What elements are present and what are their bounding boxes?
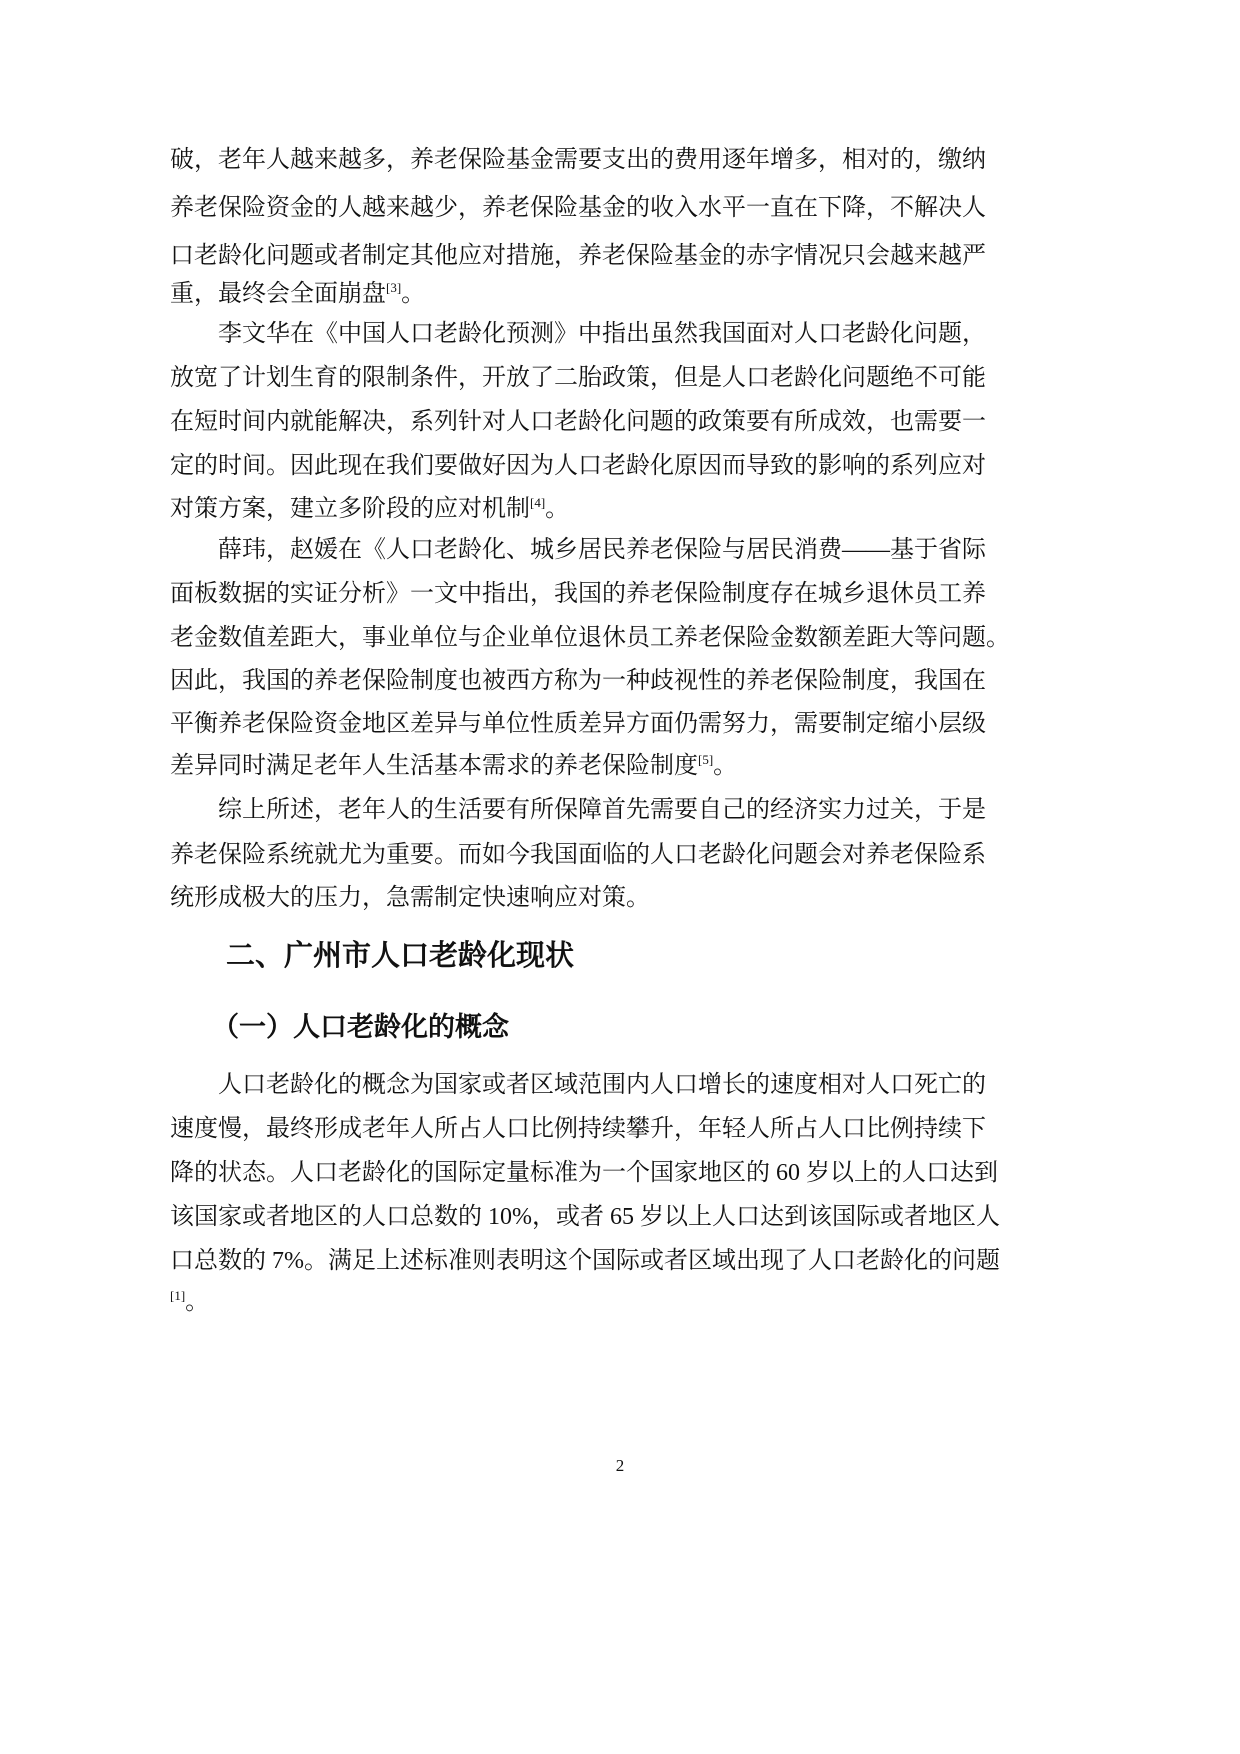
text-line: 养老保险系统就尤为重要。而如今我国面临的人口老龄化问题会对养老保险系 [170,842,986,868]
page-number: 2 [615,1456,625,1475]
text-line: 李文华在《中国人口老龄化预测》中指出虽然我国面对人口老龄化问题， [218,321,986,347]
citation: [1] [170,1288,186,1303]
text-line: 养老保险资金的人越来越少，养老保险基金的收入水平一直在下降，不解决人 [170,195,986,221]
text-line: 人口老龄化的概念为国家或者区域范围内人口增长的速度相对人口死亡的 [218,1072,986,1098]
text-line [170,744,942,788]
text: 对策方案，建立多阶段的应对机制 [170,496,530,522]
citation: [3] [386,280,402,295]
text: 。 [545,496,570,522]
text: 。 [185,1289,210,1315]
text-line: 放宽了计划生育的限制条件，开放了二胎政策，但是人口老龄化问题绝不可能 [170,365,986,391]
text-line: 统形成极大的压力，急需制定快速响应对策。 [170,885,650,911]
text-line: 口总数的 7%。满足上述标准则表明这个国际或者区域出现了人口老龄化的问题 [170,1248,1000,1274]
text: 。 [713,753,738,779]
text-line: 综上所述，老年人的生活要有所保障首先需要自己的经济实力过关，于是 [218,797,986,823]
text: 重，最终会全面崩盘 [170,281,386,307]
text-line: 薛玮，赵媛在《人口老龄化、城乡居民养老保险与居民消费——基于省际 [218,537,986,563]
text-line: 口老龄化问题或者制定其他应对措施，养老保险基金的赤字情况只会越来越严 [170,243,986,269]
text-line: 在短时间内就能解决，系列针对人口老龄化问题的政策要有所成效，也需要一 [170,409,986,435]
text-line: 降的状态。人口老龄化的国际定量标准为一个国家地区的 60 岁以上的人口达到 [170,1160,998,1186]
citation: [5] [698,752,714,767]
section-heading: 二、广州市人口老龄化现状 [226,938,575,972]
text-line: 速度慢，最终形成老年人所占人口比例持续攀升，年轻人所占人口比例持续下 [170,1116,986,1142]
text: 差异同时满足老年人生活基本需求的养老保险制度 [170,753,698,779]
text-line [170,1280,942,1324]
citation: [4] [530,495,546,510]
text-line: 破，老年人越来越多，养老保险基金需要支出的费用逐年增多，相对的，缴纳 [170,147,986,173]
subsection-heading: （一）人口老龄化的概念 [212,1012,509,1043]
text-line: 因此，我国的养老保险制度也被西方称为一种歧视性的养老保险制度，我国在 [170,668,986,694]
text-line: 老金数值差距大，事业单位与企业单位退休员工养老保险金数额差距大等问题。 [170,625,1010,651]
text-line: 定的时间。因此现在我们要做好因为人口老龄化原因而导致的影响的系列应对 [170,453,986,479]
text-line: 面板数据的实证分析》一文中指出，我国的养老保险制度存在城乡退休员工养 [170,581,986,607]
text: 。 [401,281,426,307]
text-line [170,272,942,316]
text-line: 该国家或者地区的人口总数的 10%，或者 65 岁以上人口达到该国际或者地区人 [170,1204,1000,1230]
text-line [170,487,942,531]
text-line: 平衡养老保险资金地区差异与单位性质差异方面仍需努力，需要制定缩小层级 [170,711,986,737]
